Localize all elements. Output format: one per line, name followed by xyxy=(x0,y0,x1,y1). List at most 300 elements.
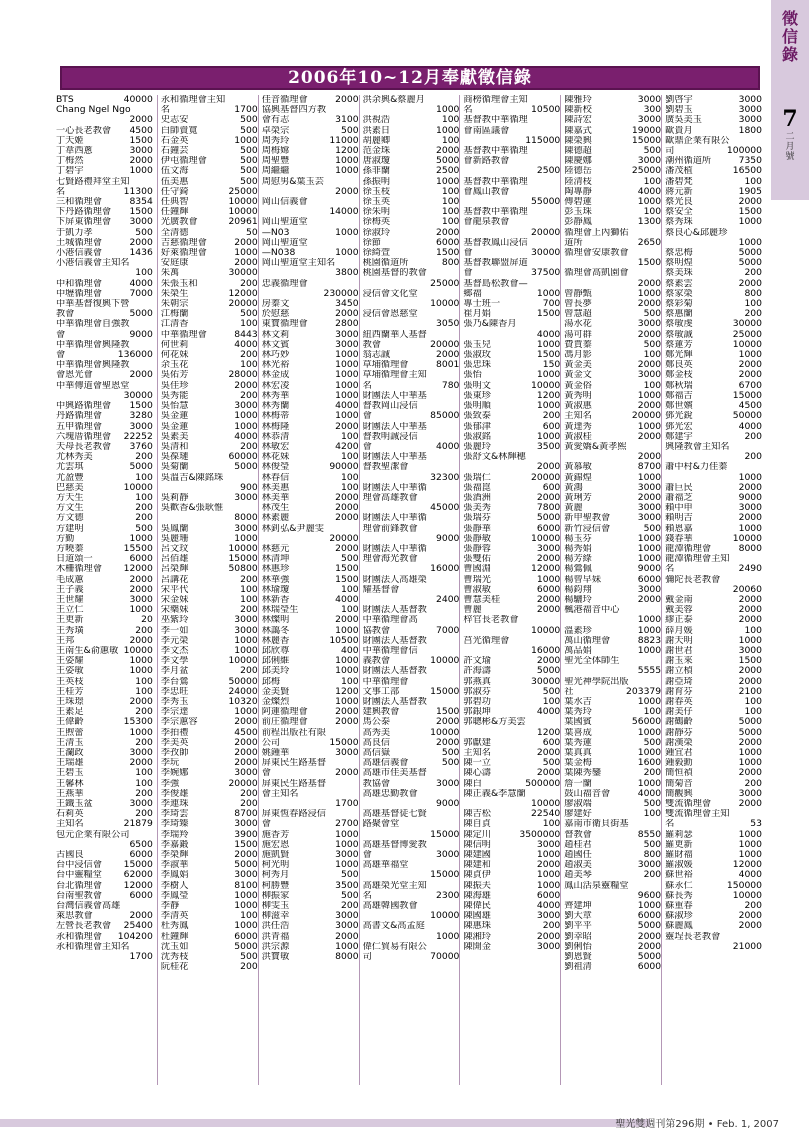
donation-amount: 100 xyxy=(240,360,258,371)
donor-entry xyxy=(463,268,560,278)
donor-entry xyxy=(665,319,762,329)
donor-entry xyxy=(463,717,560,727)
donor-entry xyxy=(463,901,560,911)
donor-name: 趙桂君 xyxy=(564,839,592,850)
donor-name: 陳慶娜 xyxy=(564,156,592,167)
donor-name: 葉喜成 xyxy=(564,727,592,738)
donor-name: 潘茂植 xyxy=(665,166,693,177)
donation-amount: 2000 xyxy=(129,370,153,381)
donor-name: 財團法人中華循 xyxy=(362,513,427,524)
donor-name: 周繼繼 xyxy=(261,166,290,177)
donor-entry xyxy=(262,850,359,860)
donor-entry xyxy=(56,136,153,146)
donor-entry xyxy=(56,258,153,268)
donor-name: 蔡家榮 xyxy=(665,288,693,299)
donor-entry xyxy=(161,350,258,360)
donor-name: 黃達秀 xyxy=(564,421,592,432)
donation-amount: 8100 xyxy=(234,880,258,891)
donation-amount: 1000 xyxy=(335,666,359,677)
donation-amount: 5000 xyxy=(536,666,561,677)
donor-entry xyxy=(564,319,661,329)
donor-entry xyxy=(463,258,560,268)
donor-entry xyxy=(56,105,153,115)
donor-entry xyxy=(363,595,460,605)
donor-name: 陳建國 xyxy=(463,850,491,861)
donor-entry xyxy=(56,177,153,187)
donation-amount: 6000 xyxy=(637,962,662,973)
donor-name: 林瑜瓊 xyxy=(261,584,290,595)
donor-name: 陳振夫 xyxy=(463,880,491,891)
donation-amount: 3000 xyxy=(637,156,662,167)
donor-name: 江梅蘭 xyxy=(160,309,189,320)
donor-entry xyxy=(665,360,762,370)
donor-name: 梓官長老教會 xyxy=(463,615,519,626)
donor-entry xyxy=(665,881,762,891)
donor-name: 李淑華 xyxy=(160,860,189,871)
donor-entry xyxy=(161,921,258,931)
donation-amount: 20060 xyxy=(732,584,762,595)
donor-name: 湯水花 xyxy=(564,319,592,330)
donor-entry xyxy=(463,697,560,707)
donor-entry xyxy=(665,228,762,238)
donor-entry xyxy=(363,758,460,768)
donor-name: 傅碧蓮 xyxy=(564,197,592,208)
donor-entry xyxy=(363,279,460,289)
donation-amount: 700 xyxy=(542,299,561,310)
donor-entry xyxy=(564,850,661,860)
donor-entry xyxy=(463,350,560,360)
donor-entry xyxy=(463,248,560,258)
donation-amount: 22252 xyxy=(123,431,153,442)
donor-name: 巴慈美 xyxy=(56,482,84,493)
donor-entry xyxy=(363,95,460,105)
donor-name: 鍾毅勳 xyxy=(665,758,693,769)
donor-name: 王立仁 xyxy=(56,605,84,616)
donation-amount: 15000 xyxy=(430,686,460,697)
donor-entry xyxy=(463,779,560,789)
donation-amount: 20000 xyxy=(228,299,258,310)
donor-name: 戴美蓉 xyxy=(665,605,693,616)
donor-name: 林春信 xyxy=(261,472,290,483)
donation-amount: 3000 xyxy=(637,319,662,330)
donor-entry xyxy=(56,524,153,534)
donor-name: 財團法人高雄榮 xyxy=(362,574,427,585)
donation-amount: 2000 xyxy=(436,717,460,728)
donation-amount: 2000 xyxy=(335,503,359,514)
donation-amount: 4000 xyxy=(436,441,460,452)
donor-entry xyxy=(564,217,661,227)
donor-entry xyxy=(161,258,258,268)
donation-amount: 4500 xyxy=(129,125,153,136)
donor-name: 陳吉松 xyxy=(463,809,491,820)
donor-entry xyxy=(161,422,258,432)
donor-entry xyxy=(564,809,661,819)
donor-name: 陳偉民 xyxy=(463,901,491,912)
donor-name: 巫紫玲 xyxy=(160,615,189,626)
donor-name: 社 xyxy=(564,686,574,697)
donation-amount: 2000 xyxy=(234,748,258,758)
donor-entry xyxy=(564,891,661,901)
donor-entry xyxy=(665,289,762,299)
donation-amount: 3000 xyxy=(335,329,359,340)
donor-name: 曾靜甄 xyxy=(564,288,592,299)
donor-entry xyxy=(564,697,661,707)
donor-entry xyxy=(463,370,560,380)
donation-amount: 10000 xyxy=(123,482,153,493)
donor-name: 林華強 xyxy=(261,574,290,585)
donor-name: 一心長老教會 xyxy=(56,125,112,136)
donor-column xyxy=(359,95,460,1085)
donor-name: 陳德超 xyxy=(564,146,592,157)
donation-amount: 53 xyxy=(750,819,762,830)
donor-name: 胡麗卿 xyxy=(362,135,391,146)
donor-entry xyxy=(363,575,460,585)
donor-entry xyxy=(665,105,762,115)
donation-amount: 200 xyxy=(240,574,258,585)
donor-entry xyxy=(56,677,153,687)
donation-amount: 25000 xyxy=(732,329,762,340)
donation-amount: 200 xyxy=(542,921,561,932)
donation-amount: 200 xyxy=(744,431,762,442)
donor-name: 萊思教會 xyxy=(56,911,93,922)
donor-name: 謝亞琦 xyxy=(665,676,693,687)
donor-entry xyxy=(56,738,153,748)
donor-entry xyxy=(564,758,661,768)
donor-entry xyxy=(665,758,762,768)
donor-entry xyxy=(564,452,661,462)
donor-entry xyxy=(564,728,661,738)
donor-entry xyxy=(56,391,153,401)
donor-name: 葉真真 xyxy=(564,748,592,758)
donor-entry xyxy=(463,615,560,625)
donor-name: 丁天姬 xyxy=(56,135,84,146)
donation-amount: 2000 xyxy=(536,605,561,616)
donor-name: 蘇淑珍 xyxy=(665,911,693,922)
donation-amount: 4000 xyxy=(738,421,762,432)
donation-amount: 100 xyxy=(643,176,662,187)
donor-entry xyxy=(463,707,560,717)
donation-amount: 200 xyxy=(135,503,153,514)
donor-entry xyxy=(363,370,460,380)
donation-amount: 500 xyxy=(341,554,359,565)
donor-name: 曾長夢 xyxy=(564,299,592,310)
donation-amount: 1000 xyxy=(536,339,561,350)
donor-entry xyxy=(161,677,258,687)
donor-entry xyxy=(363,697,460,707)
donor-entry xyxy=(161,962,258,972)
donor-name: 名 xyxy=(463,105,473,116)
donation-amount: 15000 xyxy=(329,737,359,748)
donor-name: 財團法人中華循 xyxy=(362,482,427,493)
donor-entry xyxy=(56,503,153,513)
donor-name: 鄭建宇 xyxy=(665,431,693,442)
donor-name: 張忠珠 xyxy=(463,360,491,371)
donor-name: 蔡蓮芳 xyxy=(665,339,693,350)
donor-name: 趙美琴 xyxy=(564,870,592,881)
donation-amount: 4000 xyxy=(129,278,153,289)
donation-amount: 1500 xyxy=(234,839,258,850)
donor-entry xyxy=(665,677,762,687)
donor-name: 尤盈豐 xyxy=(56,472,84,483)
donation-amount: 4500 xyxy=(234,727,258,738)
donation-amount: 1000 xyxy=(738,472,762,483)
donor-name: 林花妹 xyxy=(261,452,290,463)
donor-name: 督教岡山浸信 xyxy=(362,401,418,412)
donor-entry xyxy=(665,697,762,707)
donor-name: 鄭光輝 xyxy=(665,350,693,361)
donation-amount: 200 xyxy=(135,707,153,718)
donor-entry xyxy=(262,554,359,564)
donor-entry xyxy=(161,156,258,166)
donor-entry xyxy=(161,248,258,258)
donation-amount: 50000 xyxy=(732,411,762,422)
donor-entry xyxy=(363,819,460,829)
donor-entry xyxy=(161,789,258,799)
donor-entry xyxy=(463,738,560,748)
donor-entry xyxy=(161,442,258,452)
donor-name: 萬品娟 xyxy=(564,645,592,656)
donor-entry xyxy=(161,136,258,146)
donor-name: 呂榮輝 xyxy=(160,564,189,575)
donor-name: 吳葆璉 xyxy=(160,452,189,463)
donation-amount: 8000 xyxy=(234,513,258,524)
donor-entry xyxy=(463,166,560,176)
donor-entry xyxy=(56,381,153,391)
donor-name: 會鳳山教會 xyxy=(463,186,510,197)
donor-entry xyxy=(262,187,359,197)
donor-entry xyxy=(262,105,359,115)
donation-amount: 200 xyxy=(135,513,153,524)
donor-entry xyxy=(262,921,359,931)
donor-entry xyxy=(56,166,153,176)
donor-name: 林恭清 xyxy=(261,431,290,442)
donor-entry xyxy=(56,615,153,625)
donor-name: 鄭世嬪 xyxy=(665,401,693,412)
donor-entry xyxy=(161,207,258,217)
donor-entry xyxy=(665,666,762,676)
donor-name: 李孜帥 xyxy=(160,748,189,758)
donor-name: 劉俐怡 xyxy=(564,941,592,952)
donor-name: 理會前鋒教會 xyxy=(362,523,418,534)
donor-name: 蘇世裕 xyxy=(665,870,693,881)
donor-name: 林麗香 xyxy=(261,635,290,646)
donor-name: 鳳山活泉靈糧堂 xyxy=(564,880,629,891)
donor-name: 葉秀蓮 xyxy=(564,737,592,748)
donor-entry xyxy=(665,95,762,105)
donor-entry xyxy=(463,299,560,309)
donation-amount: 2000 xyxy=(738,197,762,208)
donor-entry xyxy=(262,299,359,309)
donation-amount: 15000 xyxy=(430,870,460,881)
donor-name: 陳嘉式 xyxy=(564,125,592,136)
donor-name: 鄭福吉 xyxy=(665,390,693,401)
donation-amount: 200 xyxy=(135,452,153,463)
donor-entry xyxy=(161,462,258,472)
donor-entry xyxy=(161,197,258,207)
donation-amount: 100 xyxy=(441,207,460,218)
donor-name: 李榮輝 xyxy=(160,850,189,861)
donor-name: 於慰慈 xyxy=(261,309,290,320)
donor-entry xyxy=(564,513,661,523)
donation-amount: 3000 xyxy=(738,95,762,105)
donation-amount: 1800 xyxy=(738,125,762,136)
donation-amount: 150000 xyxy=(726,880,762,891)
donor-name: 繆正泰 xyxy=(665,615,693,626)
donation-amount: 15000 xyxy=(430,829,460,840)
donor-name: 龍潭循理會 xyxy=(665,543,712,554)
donation-amount: 3000 xyxy=(129,748,153,758)
donor-name: 靈埕長老教會 xyxy=(665,931,721,942)
donor-name: 吳素美 xyxy=(160,431,189,442)
donor-entry xyxy=(56,350,153,360)
donor-name: 施凱賢 xyxy=(261,850,290,861)
donor-name: 白師賣寬 xyxy=(160,125,198,136)
donor-entry xyxy=(262,370,359,380)
donation-amount: 2650 xyxy=(637,237,662,248)
donation-amount: 1000 xyxy=(738,829,762,840)
donor-name: 會有志 xyxy=(261,115,290,126)
donor-entry xyxy=(564,840,661,850)
donor-entry xyxy=(463,544,560,554)
donation-amount: 230000 xyxy=(323,288,359,299)
donor-entry xyxy=(363,115,460,125)
donor-entry xyxy=(463,330,560,340)
donor-entry xyxy=(363,881,460,891)
donation-amount: 1000 xyxy=(234,890,258,901)
donor-entry xyxy=(463,819,560,829)
donation-amount: 1000 xyxy=(637,421,662,432)
donor-name: 簡恒禎 xyxy=(665,768,693,779)
donor-name: 毛成蕙 xyxy=(56,574,84,585)
donor-entry xyxy=(363,401,460,411)
donation-amount: 2000 xyxy=(129,696,153,707)
donor-entry xyxy=(463,605,560,615)
donation-amount: 14000 xyxy=(329,207,359,218)
donor-name: 陳海雄 xyxy=(463,890,491,901)
donation-amount: 2000 xyxy=(129,911,153,922)
donor-entry xyxy=(161,564,258,574)
donor-name: 督教明誠浸信 xyxy=(362,431,418,442)
donor-entry xyxy=(363,207,460,217)
donor-entry xyxy=(262,646,359,656)
donor-entry xyxy=(463,452,560,462)
donation-amount: 2000 xyxy=(335,768,359,779)
donor-entry xyxy=(161,309,258,319)
donation-amount: 200 xyxy=(240,605,258,616)
donor-name: 財團法人中華循 xyxy=(362,543,427,554)
donor-entry xyxy=(564,503,661,513)
donation-amount: 2000 xyxy=(637,278,662,289)
donor-entry xyxy=(262,360,359,370)
donor-name: 唐淑瓊 xyxy=(362,156,391,167)
donor-entry xyxy=(665,901,762,911)
donor-entry xyxy=(161,238,258,248)
donor-entry xyxy=(161,340,258,350)
donor-entry xyxy=(56,493,153,503)
donor-name: 謝育芬 xyxy=(665,686,693,697)
donor-entry xyxy=(463,921,560,931)
donor-name: 蘇麗鳳 xyxy=(665,921,693,932)
donation-amount: 100 xyxy=(441,115,460,126)
donor-name: 財團法人基督教 xyxy=(362,605,427,616)
donor-entry xyxy=(161,411,258,421)
donor-column xyxy=(258,95,359,1085)
donor-name: 蕭中村&力佳蓁 xyxy=(665,462,728,473)
donor-name: 賴中申 xyxy=(665,503,693,514)
donation-amount: 9000 xyxy=(738,492,762,503)
donor-entry xyxy=(564,564,661,574)
donor-entry xyxy=(56,850,153,860)
donor-name: 曹淑敏 xyxy=(463,584,491,595)
donor-name: 張瑞仁 xyxy=(463,472,491,483)
donor-entry xyxy=(665,166,762,176)
donor-entry xyxy=(665,156,762,166)
donor-name: 王更新 xyxy=(56,615,84,626)
donor-entry xyxy=(56,554,153,564)
donor-entry xyxy=(363,809,460,819)
donor-entry xyxy=(262,748,359,758)
donor-entry xyxy=(262,860,359,870)
donation-amount: 4000 xyxy=(536,901,561,912)
donor-entry xyxy=(161,656,258,666)
donation-amount: 1000 xyxy=(536,401,561,412)
donation-amount: 2000 xyxy=(637,299,662,310)
donor-entry xyxy=(564,748,661,758)
donor-entry xyxy=(56,513,153,523)
donor-entry xyxy=(262,881,359,891)
donor-entry xyxy=(363,564,460,574)
donor-entry xyxy=(564,360,661,370)
donor-entry xyxy=(564,207,661,217)
donor-entry xyxy=(262,381,359,391)
donation-amount: 11000 xyxy=(329,135,359,146)
donor-entry xyxy=(463,177,560,187)
donor-entry xyxy=(665,309,762,319)
donation-amount: 10000 xyxy=(430,299,460,310)
donor-entry xyxy=(161,483,258,493)
donor-name: 周梅嫦 xyxy=(261,146,290,157)
donor-name: 張美秀 xyxy=(463,503,491,514)
donor-name: 黃麗 xyxy=(564,503,583,514)
donation-amount: 32300 xyxy=(430,472,460,483)
donation-amount: 3000 xyxy=(234,625,258,636)
donor-name: 潘碧梵 xyxy=(665,176,693,187)
donor-name: 財團法人中華基 xyxy=(362,421,427,432)
donor-entry xyxy=(463,197,560,207)
donor-entry xyxy=(56,228,153,238)
donor-entry xyxy=(56,901,153,911)
donor-name: 許海濤 xyxy=(463,666,491,677)
donor-name: 卓榮宗 xyxy=(261,125,290,136)
donor-entry xyxy=(564,187,661,197)
donation-amount: 1000 xyxy=(536,850,561,861)
donation-amount: 1000 xyxy=(234,645,258,656)
donor-entry xyxy=(564,299,661,309)
donor-entry xyxy=(463,911,560,921)
donor-name: 任典智 xyxy=(160,197,189,208)
donor-entry xyxy=(262,289,359,299)
donation-amount: 1000 xyxy=(335,829,359,840)
donor-name: 王珠璟 xyxy=(56,696,84,707)
donor-name: 蔡良心&邱麗珍 xyxy=(665,227,728,238)
donor-name: 劉恩賢 xyxy=(564,952,592,963)
donation-amount: 12000 xyxy=(123,880,153,891)
donor-entry xyxy=(262,697,359,707)
donation-amount: 1000 xyxy=(234,707,258,718)
donor-name: 張淑銘 xyxy=(463,431,491,442)
donor-name: 五甲循理會 xyxy=(56,421,102,432)
donor-name: 楊鈞翔 xyxy=(564,584,592,595)
